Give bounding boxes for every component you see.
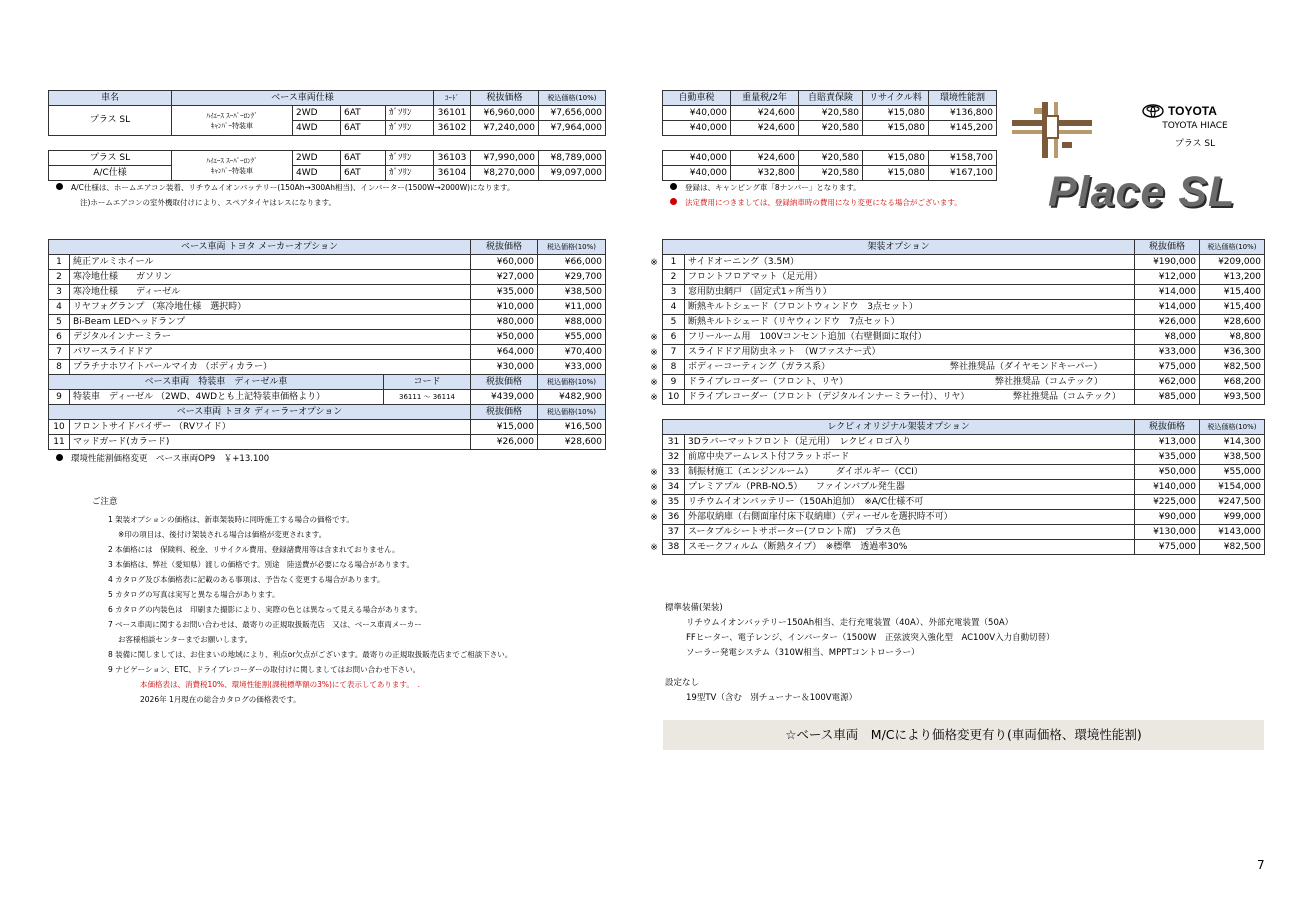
- option-name: 窓用防虫網戸 （固定式1ヶ所当り）: [685, 285, 1135, 300]
- price-ex: ¥6,960,000: [471, 106, 539, 121]
- price-change-banner: ☆ベース車両 M/Cにより価格変更有り(車両価格、環境性能割): [663, 720, 1264, 750]
- row-number: 32: [663, 450, 685, 465]
- tax-cell: ¥167,100: [929, 166, 997, 181]
- car-name: プラス SL: [49, 151, 172, 166]
- row-number: 11: [49, 435, 70, 450]
- standard-line: FFヒーター、電子レンジ、インバーター（1500W 正弦波突入強化型 AC100V入力自動切替）: [686, 633, 1055, 643]
- bullet-icon: [670, 183, 677, 190]
- asterisk-mark: ※: [650, 498, 658, 508]
- header-env-tax: 環境性能割: [929, 91, 997, 106]
- recommend-note: 弊社推奨品（ダイヤモンドキーパー）: [950, 361, 1103, 372]
- note-line: 3 本価格は、弊社（愛知県）渡しの価格です。別途 陸送費が必要になる場合があります。: [108, 560, 414, 569]
- bullet-icon: [670, 198, 677, 205]
- header-price-ex: 税抜価格: [1135, 240, 1200, 255]
- price-inc: ¥99,000: [1200, 510, 1265, 525]
- price-inc: ¥143,000: [1200, 525, 1265, 540]
- price-ex: ¥80,000: [471, 315, 538, 330]
- toyota-logo: [1142, 103, 1232, 119]
- price-ex: ¥140,000: [1135, 480, 1200, 495]
- asterisk-mark: ※: [650, 258, 658, 268]
- note-line: 1 架装オプションの価格は、新車架装時に同時施工する場合の価格です。: [108, 515, 354, 524]
- tax-cell: ¥145,200: [929, 121, 997, 136]
- price-ex: ¥10,000: [471, 300, 538, 315]
- header-price-inc: 税込価格(10%): [538, 375, 606, 390]
- price-inc: ¥28,600: [1200, 315, 1265, 330]
- price-ex: ¥64,000: [471, 345, 538, 360]
- asterisk-mark: ※: [650, 543, 658, 553]
- price-ex: ¥50,000: [1135, 465, 1200, 480]
- price-ex: ¥26,000: [1135, 315, 1200, 330]
- body-options-table: [662, 239, 1265, 405]
- trans: 6AT: [341, 106, 386, 121]
- price-inc: ¥33,000: [538, 360, 606, 375]
- tax-cell: ¥40,000: [663, 106, 731, 121]
- price-ex: ¥35,000: [1135, 450, 1200, 465]
- option-name: フロントサイドバイザー （RVワイド）: [70, 420, 471, 435]
- special-title: ベース車両 特装車 ディーゼル車: [49, 375, 384, 390]
- table-row: [663, 465, 1265, 480]
- note-line: 8 装備に関しましては、お住まいの地域により、利点or欠点がございます。最寄りの正規取扱販売店までご相談下さい。: [108, 650, 513, 659]
- header-weight-tax: 重量税/2年: [731, 91, 799, 106]
- row-number: 36: [663, 510, 685, 525]
- table-row: [49, 270, 606, 285]
- row-number: 2: [49, 270, 70, 285]
- tax-cell: ¥40,000: [663, 121, 731, 136]
- table-row: [49, 300, 606, 315]
- table-row: [663, 495, 1265, 510]
- row-number: 3: [49, 285, 70, 300]
- standard-title: 標準装備(架装): [665, 603, 723, 613]
- bullet-icon: [56, 183, 63, 190]
- drive: 2WD: [293, 151, 341, 166]
- price-inc: ¥28,600: [538, 435, 606, 450]
- asterisk-mark: ※: [650, 333, 658, 343]
- price-inc: ¥14,300: [1200, 435, 1265, 450]
- table-row: [663, 390, 1265, 405]
- table-row: [49, 420, 606, 435]
- header-base-spec: ベース車両仕様: [172, 91, 434, 106]
- option-name: スータブルシートサポーター(フロント席) プラス色: [685, 525, 1135, 540]
- registration-note: 登録は、キャンピング車「8ナンバー」となります。: [670, 182, 861, 193]
- option-name: パワースライドドア: [70, 345, 471, 360]
- catalog-date-note: 2026年 1月現在の総合カタログの価格表です。: [140, 695, 301, 704]
- tax-cell: ¥15,080: [863, 121, 929, 136]
- option-name: ドライブレコーダー（フロント、リヤ） 弊社推奨品（コムテック）: [685, 375, 1135, 390]
- price-inc: ¥68,200: [1200, 375, 1265, 390]
- trans: 6AT: [341, 166, 386, 181]
- tax-cell: ¥136,800: [929, 106, 997, 121]
- asterisk-mark: ※: [650, 348, 658, 358]
- code: 36111 ～ 36114: [384, 390, 471, 405]
- standard-line: リチウムイオンバッテリー150Ah相当、走行充電装置（40A）、外部充電装置（50A）: [686, 618, 1014, 628]
- price-inc: ¥66,000: [538, 255, 606, 270]
- grade: ﾊｲｴｰｽ ｽｰﾊﾟｰﾛﾝｸﾞ ｷｬﾝﾊﾟｰ特装車: [172, 106, 293, 136]
- header-price-inc: 税込価格(10%): [1200, 240, 1265, 255]
- not-available-line: 19型TV（含む 別チューナー＆100V電源）: [686, 693, 858, 703]
- body-options-title: 架装オプション: [663, 240, 1135, 255]
- header-car-name: 車名: [49, 91, 172, 106]
- row-number: 5: [49, 315, 70, 330]
- price-ex: ¥225,000: [1135, 495, 1200, 510]
- option-name: 3Dラバーマットフロント（足元用） レクビィロゴ入り: [685, 435, 1135, 450]
- row-number: 7: [663, 345, 685, 360]
- tax-cell: ¥24,600: [731, 151, 799, 166]
- header-code: ｺｰﾄﾞ: [434, 91, 471, 106]
- dealer-options-title: ベース車両 トヨタ ディーラーオプション: [49, 405, 471, 420]
- base-price-table: [48, 90, 606, 136]
- price-inc: ¥482,900: [538, 390, 606, 405]
- row-number: 35: [663, 495, 685, 510]
- row-number: 38: [663, 540, 685, 555]
- table-row: [663, 375, 1265, 390]
- row-number: 2: [663, 270, 685, 285]
- price-ex: ¥439,000: [471, 390, 538, 405]
- row-number: 7: [49, 345, 70, 360]
- option-name: 断熱キルトシェード（リヤウィンドウ 7点セット）: [685, 315, 1135, 330]
- price-inc: ¥82,500: [1200, 360, 1265, 375]
- asterisk-mark: ※: [650, 468, 658, 478]
- header-auto-tax: 自動車税: [663, 91, 731, 106]
- note-line: 9 ナビゲーション、ETC、ドライブレコーダーの取付けに関しましてはお問い合わせ下さい。: [108, 665, 421, 674]
- tax-cell: ¥24,600: [731, 121, 799, 136]
- car-name: プラス SL: [49, 106, 172, 136]
- recommend-note: 弊社推奨品（コムテック）: [1013, 391, 1121, 402]
- table-row: [49, 360, 606, 375]
- table-row: [663, 315, 1265, 330]
- table-row: [49, 435, 606, 450]
- asterisk-mark: ※: [650, 483, 658, 493]
- option-name: サイドオーニング（3.5M）: [685, 255, 1135, 270]
- price-inc: ¥8,789,000: [539, 151, 606, 166]
- price-ex: ¥35,000: [471, 285, 538, 300]
- table-row: [663, 525, 1265, 540]
- header-code: コード: [384, 375, 471, 390]
- row-number: 31: [663, 435, 685, 450]
- option-name: スライドドア用防虫ネット （Wファスナー式）: [685, 345, 1135, 360]
- price-inc: ¥13,200: [1200, 270, 1265, 285]
- price-ex: ¥14,000: [1135, 285, 1200, 300]
- code: 36101: [434, 106, 471, 121]
- tax-table: [662, 90, 997, 136]
- row-number: 37: [663, 525, 685, 540]
- header-price-ex: 税抜価格: [471, 91, 539, 106]
- header-recycle: リサイクル料: [863, 91, 929, 106]
- tax-cell: ¥20,580: [799, 121, 863, 136]
- option-name: 制振材施工（エンジンルーム） ダイポルギー（CCI）: [685, 465, 1135, 480]
- price-inc: ¥15,400: [1200, 300, 1265, 315]
- base-price-table-ac: [48, 150, 606, 181]
- option-name: フロントフロアマット（足元用）: [685, 270, 1135, 285]
- row-number: 10: [49, 420, 70, 435]
- original-options-title: レクビィオリジナル架装オプション: [663, 420, 1135, 435]
- legal-fee-note: 法定費用につきましては、登録納車時の費用になり変更になる場合がございます。: [670, 197, 962, 208]
- row-number: 8: [49, 360, 70, 375]
- table-row: [663, 255, 1265, 270]
- price-ex: ¥14,000: [1135, 300, 1200, 315]
- price-inc: ¥36,300: [1200, 345, 1265, 360]
- price-inc: ¥93,500: [1200, 390, 1265, 405]
- fuel: ｶﾞｿﾘﾝ: [386, 106, 434, 121]
- price-ex: ¥62,000: [1135, 375, 1200, 390]
- header-price-ex: 税抜価格: [471, 375, 538, 390]
- price-ex: ¥26,000: [471, 435, 538, 450]
- row-number: 5: [663, 315, 685, 330]
- row-number: 33: [663, 465, 685, 480]
- maker-options-title: ベース車両 トヨタ メーカーオプション: [49, 240, 471, 255]
- option-name: ボディーコーティング（ガラス系） 弊社推奨品（ダイヤモンドキーパー）: [685, 360, 1135, 375]
- option-name: ドライブレコーダー（フロント（デジタルインナーミラー付）、リヤ） 弊社推奨品（コムテック）: [685, 390, 1135, 405]
- ac-note: A/C仕様は、ホームエアコン装着、リチウムイオンバッテリー(150Ah→300Ah相当)、インバーター(1500W→2000W)になります。: [56, 182, 514, 193]
- code: 36102: [434, 121, 471, 136]
- price-ex: ¥85,000: [1135, 390, 1200, 405]
- note-line: 7 ベース車両に関するお問い合わせは、最寄りの正規取扱販売店 又は、ベース車両メーカー: [108, 620, 422, 629]
- price-ex: ¥8,000: [1135, 330, 1200, 345]
- price-ex: ¥75,000: [1135, 540, 1200, 555]
- table-row: [49, 330, 606, 345]
- table-row: [663, 510, 1265, 525]
- table-row: [663, 270, 1265, 285]
- price-ex: ¥30,000: [471, 360, 538, 375]
- tax-cell: ¥15,080: [863, 166, 929, 181]
- table-row: [49, 390, 606, 405]
- tax-cell: ¥20,580: [799, 151, 863, 166]
- price-inc: ¥11,000: [538, 300, 606, 315]
- option-name: デジタルインナーミラー: [70, 330, 471, 345]
- tax-cell: ¥32,800: [731, 166, 799, 181]
- option-name: プラチナホワイトパールマイカ （ボディカラー）: [70, 360, 471, 375]
- trans: 6AT: [341, 151, 386, 166]
- option-name: リチウムイオンバッテリー（150Ah追加） ※A/C仕様不可: [685, 495, 1135, 510]
- price-inc: ¥154,000: [1200, 480, 1265, 495]
- price-ex: ¥90,000: [1135, 510, 1200, 525]
- option-name: フリールーム用 100Vコンセント追加（右壁側面に取付）: [685, 330, 1135, 345]
- trans: 6AT: [341, 121, 386, 136]
- recommend-note: 弊社推奨品（コムテック）: [995, 376, 1103, 387]
- price-inc: ¥7,656,000: [539, 106, 606, 121]
- code: 36103: [434, 151, 471, 166]
- note-line: 2 本価格には 保険料、税金、リサイクル費用、登録諸費用等は含まれておりません。: [108, 545, 400, 554]
- tax-table-ac: [662, 150, 997, 181]
- row-number: 34: [663, 480, 685, 495]
- tax-cell: ¥24,600: [731, 106, 799, 121]
- header-price-inc: 税込価格(10%): [538, 240, 606, 255]
- price-inc: ¥38,500: [1200, 450, 1265, 465]
- option-name: 特装車 ディーゼル （2WD、4WDとも上記特装車価格より）: [70, 390, 384, 405]
- tax-display-note: 本価格表は、消費税10%、環境性能割(課税標準額の3%)にて表示してあります。 .: [140, 680, 420, 689]
- option-name: 断熱キルトシェード（フロントウィンドウ 3点セット）: [685, 300, 1135, 315]
- tax-cell: ¥40,000: [663, 151, 731, 166]
- tax-cell: ¥15,080: [863, 151, 929, 166]
- price-inc: ¥70,400: [538, 345, 606, 360]
- price-inc: ¥209,000: [1200, 255, 1265, 270]
- option-name: スモークフィルム（断熱タイプ） ※標準 透過率30%: [685, 540, 1135, 555]
- fuel: ｶﾞｿﾘﾝ: [386, 151, 434, 166]
- price-ex: ¥50,000: [471, 330, 538, 345]
- header-price-ex: 税抜価格: [1135, 420, 1200, 435]
- tax-cell: ¥20,580: [799, 106, 863, 121]
- header-price-ex: 税抜価格: [471, 405, 538, 420]
- brand-emblem: [1012, 102, 1092, 158]
- option-name: 外部収納庫（右側面扉付床下収納庫）（ディーゼルを選択時不可）: [685, 510, 1135, 525]
- price-inc: ¥247,500: [1200, 495, 1265, 510]
- fuel: ｶﾞｿﾘﾝ: [386, 121, 434, 136]
- table-row: [663, 480, 1265, 495]
- drive: 4WD: [293, 121, 341, 136]
- table-row: [663, 330, 1265, 345]
- header-price-inc: 税込価格(10%): [1200, 420, 1265, 435]
- row-number: 9: [663, 375, 685, 390]
- table-row: [49, 345, 606, 360]
- drive: 4WD: [293, 166, 341, 181]
- not-available-title: 設定なし: [665, 678, 700, 688]
- option-name: プレミアプル（PRB-NO.5） ファインバブル発生器: [685, 480, 1135, 495]
- price-ex: ¥190,000: [1135, 255, 1200, 270]
- table-row: [663, 435, 1265, 450]
- header-price-ex: 税抜価格: [471, 240, 538, 255]
- option-name: 寒冷地仕様 ディーゼル: [70, 285, 471, 300]
- original-options-table: [662, 419, 1265, 555]
- car-name-sub: A/C仕様: [49, 166, 172, 181]
- table-row: [663, 345, 1265, 360]
- table-row: [663, 360, 1265, 375]
- price-ex: ¥130,000: [1135, 525, 1200, 540]
- note-line: お客様相談センターまでお願いします。: [118, 635, 253, 644]
- asterisk-mark: ※: [650, 393, 658, 403]
- price-inc: ¥16,500: [538, 420, 606, 435]
- price-ex: ¥7,990,000: [471, 151, 539, 166]
- table-row: [663, 300, 1265, 315]
- price-ex: ¥15,000: [471, 420, 538, 435]
- price-ex: ¥27,000: [471, 270, 538, 285]
- drive: 2WD: [293, 106, 341, 121]
- table-row: [49, 315, 606, 330]
- notes-title: ご注意: [92, 497, 118, 507]
- price-ex: ¥12,000: [1135, 270, 1200, 285]
- row-number: 1: [663, 255, 685, 270]
- table-row: [49, 255, 606, 270]
- emblem-icon: [1012, 102, 1092, 158]
- price-inc: ¥9,097,000: [539, 166, 606, 181]
- price-inc: ¥29,700: [538, 270, 606, 285]
- price-ex: ¥60,000: [471, 255, 538, 270]
- option-name: 前席中央アームレスト付フラットボード: [685, 450, 1135, 465]
- price-ex: ¥7,240,000: [471, 121, 539, 136]
- maker-options-table: [48, 239, 606, 450]
- price-ex: ¥8,270,000: [471, 166, 539, 181]
- price-ex: ¥13,000: [1135, 435, 1200, 450]
- spare-tire-note: 注)ホームエアコンの室外機取付けにより、スペアタイヤはレスになります。: [80, 198, 337, 207]
- price-inc: ¥88,000: [538, 315, 606, 330]
- row-number: 1: [49, 255, 70, 270]
- row-number: 4: [663, 300, 685, 315]
- env-tax-note: 環境性能割価格変更 ベース車両OP9 ￥+13.100: [56, 454, 269, 465]
- note-line: 4 カタログ及び本価格表に記載のある事項は、予告なく変更する場合があります。: [108, 575, 385, 584]
- table-row: [663, 450, 1265, 465]
- tax-cell: ¥15,080: [863, 106, 929, 121]
- toyota-emblem-icon: [1142, 104, 1164, 118]
- price-inc: ¥55,000: [1200, 465, 1265, 480]
- asterisk-mark: ※: [650, 513, 658, 523]
- note-line: 5 カタログの写真は実写と異なる場合があります。: [108, 590, 280, 599]
- row-number: 4: [49, 300, 70, 315]
- row-number: 10: [663, 390, 685, 405]
- note-line: 6 カタログの内装色は 印刷また撮影により、実際の色とは異なって見える場合があります。: [108, 605, 423, 614]
- row-number: 8: [663, 360, 685, 375]
- tax-cell: ¥40,000: [663, 166, 731, 181]
- grade: ﾊｲｴｰｽ ｽｰﾊﾟｰﾛﾝｸﾞ ｷｬﾝﾊﾟｰ特装車: [172, 151, 293, 181]
- price-inc: ¥38,500: [538, 285, 606, 300]
- price-inc: ¥55,000: [538, 330, 606, 345]
- standard-line: ソーラー発電システム（310W相当、MPPTコントローラー）: [686, 648, 920, 658]
- asterisk-mark: ※: [650, 378, 658, 388]
- row-number: 9: [49, 390, 70, 405]
- option-name: Bi-Beam LEDヘッドランプ: [70, 315, 471, 330]
- price-inc: ¥8,800: [1200, 330, 1265, 345]
- tax-cell: ¥20,580: [799, 166, 863, 181]
- option-name: 純正アルミホイール: [70, 255, 471, 270]
- row-number: 6: [663, 330, 685, 345]
- code: 36104: [434, 166, 471, 181]
- table-row: [663, 285, 1265, 300]
- toyota-wordmark: TOYOTA: [1168, 104, 1217, 118]
- hiace-label: TOYOTA HIACE: [1162, 121, 1228, 131]
- table-row: [663, 540, 1265, 555]
- price-inc: ¥82,500: [1200, 540, 1265, 555]
- option-name: 寒冷地仕様 ガソリン: [70, 270, 471, 285]
- note-line: ※印の項目は、後付け架装される場合は価格が変更されます。: [118, 530, 327, 539]
- option-name: リヤフォグランプ （寒冷地仕様 選択時）: [70, 300, 471, 315]
- header-price-inc: 税込価格(10%): [538, 405, 606, 420]
- price-inc: ¥7,964,000: [539, 121, 606, 136]
- place-sl-logo: Place SL: [1048, 168, 1236, 216]
- price-ex: ¥75,000: [1135, 360, 1200, 375]
- tax-cell: ¥158,700: [929, 151, 997, 166]
- row-number: 6: [49, 330, 70, 345]
- price-ex: ¥33,000: [1135, 345, 1200, 360]
- fuel: ｶﾞｿﾘﾝ: [386, 166, 434, 181]
- header-price-inc: 税込価格(10%): [539, 91, 606, 106]
- row-number: 3: [663, 285, 685, 300]
- model-label: プラス SL: [1174, 139, 1216, 149]
- option-name: マッドガード(カラード): [70, 435, 471, 450]
- header-insurance: 自賠責保険: [799, 91, 863, 106]
- bullet-icon: [56, 454, 63, 461]
- table-row: [49, 285, 606, 300]
- asterisk-mark: ※: [650, 363, 658, 373]
- price-inc: ¥15,400: [1200, 285, 1265, 300]
- page-number: 7: [1257, 858, 1265, 872]
